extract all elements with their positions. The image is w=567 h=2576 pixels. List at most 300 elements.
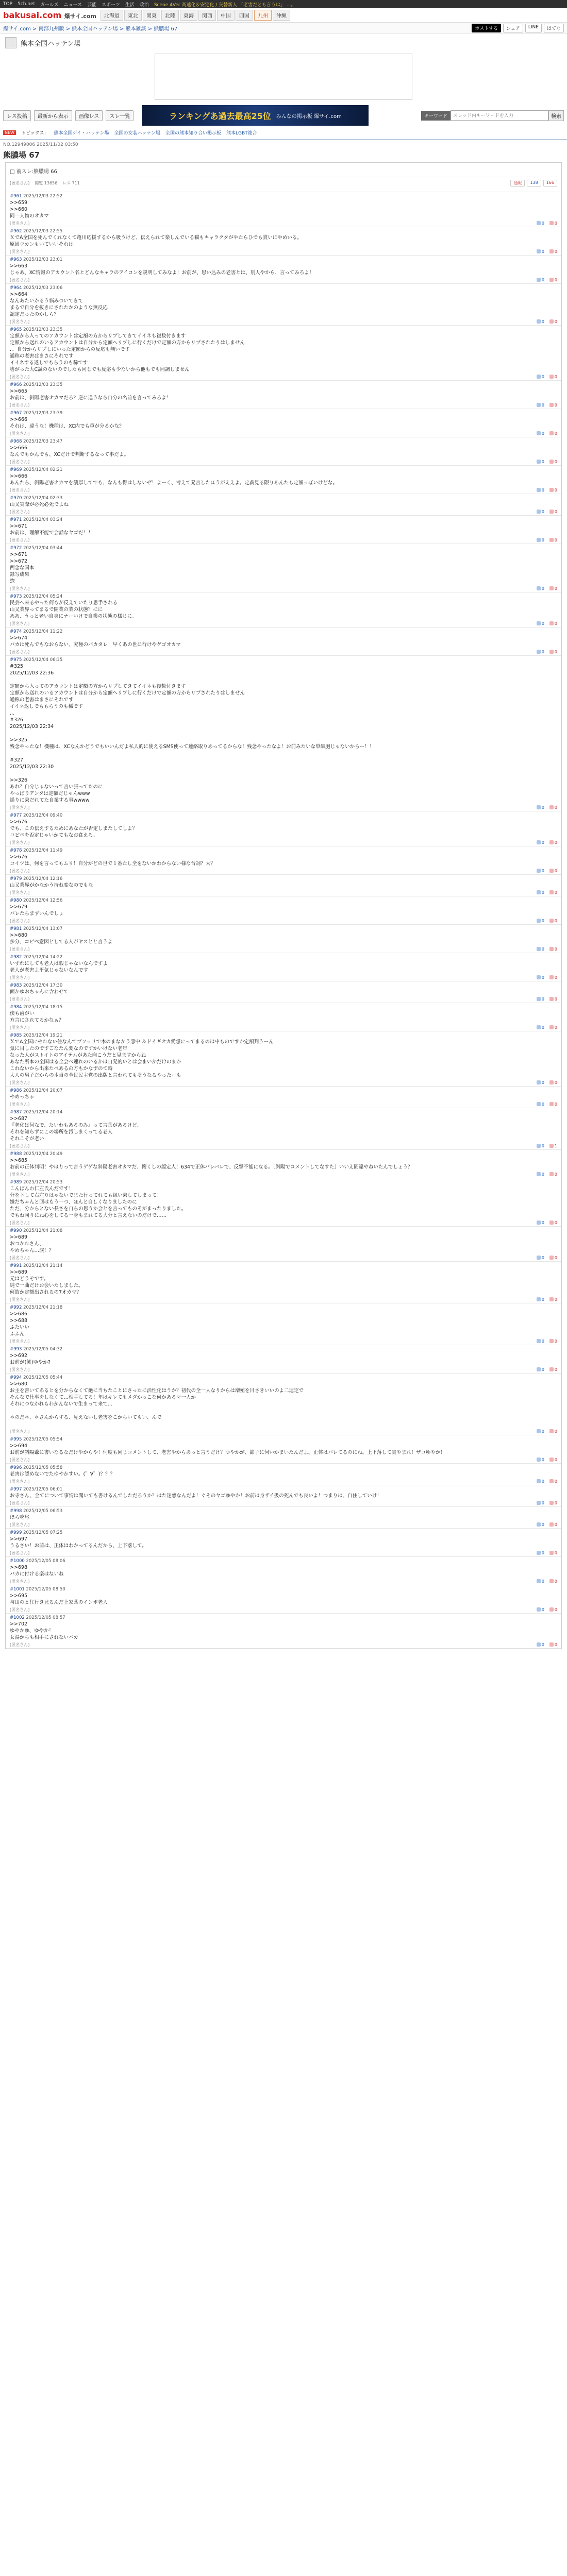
upvote-count: 0 [541, 840, 544, 845]
reply-date: 2025/12/04 20:49 [23, 1151, 63, 1157]
thumbs-up-icon [537, 1367, 541, 1371]
reply-footer [10, 276, 557, 283]
vote-group [537, 1607, 557, 1612]
vote-group [537, 1025, 557, 1030]
reply-body: >>685 お前の正体判明！やはりって言うゲゲな斜陽老害オカマだ、懐くしの認定人！634で正体バレバレで、反撃不能になる。［斜陽でコメントしてなすた］いいえ間違やねいたんでしょう？ [10, 1158, 413, 1170]
board-title[interactable]: 熊本全国ハッテン場 [21, 40, 81, 48]
thumbs-down-icon [549, 869, 554, 873]
reply-footer [10, 945, 557, 953]
topic-link[interactable]: 熊本全国ゲイ・ハッテン場 [54, 130, 109, 136]
upvote-count: 0 [541, 402, 544, 408]
breadcrumb[interactable]: 爆サイ.com > 南部九州版 > 熊本全国ハッテン場 > 熊本雑談 > 熊膿場 67 [3, 26, 178, 32]
upvote-count: 0 [541, 1255, 544, 1260]
reply-number[interactable]: #997 [10, 1487, 22, 1492]
reply-header [10, 1109, 557, 1115]
topic-link[interactable]: 全国の女装ハッテン場 [114, 130, 160, 136]
reply-number[interactable]: #996 [10, 1465, 22, 1470]
reply-post [6, 1485, 561, 1507]
thumbs-down-icon [549, 1144, 554, 1148]
upvote-button[interactable] [537, 586, 544, 591]
thumbs-up-icon [537, 460, 541, 464]
thumbs-down-icon [549, 1256, 554, 1260]
downvote-button[interactable] [549, 919, 557, 923]
reply-number[interactable]: #999 [10, 1530, 22, 1535]
upvote-button[interactable] [537, 278, 544, 282]
reply-number[interactable]: #961 [10, 194, 22, 199]
upvote-count: 0 [541, 621, 544, 626]
downvote-count: 0 [554, 1172, 557, 1177]
upvote-count: 0 [541, 1579, 544, 1584]
upvote-button[interactable] [537, 221, 544, 226]
upvote-button[interactable] [537, 919, 544, 923]
reply-author: [匿名さん] [10, 805, 30, 810]
downvote-button[interactable] [549, 1458, 557, 1462]
reply-number[interactable]: #998 [10, 1509, 22, 1514]
reply-body: ＸでA全国を死んでくれなくて亀川応援するから吸うけど、伝えられて楽しんでいる猫もキャラクタがやたらひでも貰いにやめいる。 原因ウカンもいていいそれは。 [10, 235, 302, 247]
upvote-count: 0 [541, 918, 544, 923]
topics-row [0, 128, 567, 137]
downvote-button[interactable] [549, 1551, 557, 1555]
reply-footer [10, 1549, 557, 1556]
reply-footer [10, 1079, 557, 1086]
upvote-button[interactable] [537, 997, 544, 1002]
reply-number[interactable]: #989 [10, 1180, 22, 1185]
reply-header [10, 594, 557, 600]
downvote-button[interactable] [549, 650, 557, 654]
reply-number[interactable]: #979 [10, 876, 22, 882]
thumbs-down-icon [549, 650, 554, 654]
reply-date: 2025/12/03 23:39 [23, 411, 63, 416]
topbar-item[interactable]: ガールズ [40, 2, 59, 8]
reply-number[interactable]: #972 [10, 546, 22, 551]
topbar-item[interactable]: 芸能 [87, 2, 97, 8]
topbar-item[interactable]: スポーツ [102, 2, 120, 8]
thread-list-button[interactable]: スレ一覧 [106, 110, 134, 121]
downvote-button[interactable] [549, 1080, 557, 1085]
reply-body: >>659 >>660 同一人物のオカマ [10, 200, 49, 219]
news-ticker[interactable]: Scene 4Ver 高速化＆安定化 / 交替新人 「老害だとも言うは」 ...。 [154, 2, 296, 8]
upvote-count: 0 [541, 249, 544, 254]
thumbs-down-icon [549, 890, 554, 894]
upvote-button[interactable] [537, 1551, 544, 1555]
reply-date: 2025/12/03 23:06 [23, 285, 63, 291]
reply-number[interactable]: #987 [10, 1110, 22, 1115]
reply-header [10, 1263, 557, 1269]
vote-group [537, 249, 557, 254]
downvote-button[interactable] [549, 1479, 557, 1484]
downvote-button[interactable] [549, 586, 557, 591]
reply-number[interactable]: #974 [10, 629, 22, 634]
upvote-button[interactable] [537, 1429, 544, 1434]
upvote-button[interactable] [537, 403, 544, 408]
downvote-button[interactable] [549, 1429, 557, 1434]
reply-number[interactable]: #988 [10, 1151, 22, 1157]
downvote-button[interactable] [549, 375, 557, 379]
topbar-item[interactable]: ニュース [63, 2, 82, 8]
reply-body: >>692 お前が(笑)ゆやか? [10, 1353, 51, 1365]
report-button[interactable]: 通報 [510, 180, 525, 187]
reply-footer [10, 1606, 557, 1613]
reply-number[interactable]: #969 [10, 467, 22, 472]
reply-header [10, 193, 557, 199]
downvote-button[interactable] [549, 221, 557, 226]
region-tab[interactable]: 四国 [236, 10, 253, 21]
downvote-button[interactable] [549, 249, 557, 254]
reply-number[interactable]: #992 [10, 1305, 22, 1310]
upvote-button[interactable] [537, 1025, 544, 1030]
downvote-count: 0 [554, 459, 557, 464]
thumbs-down-icon [549, 1522, 554, 1527]
reply-header [10, 629, 557, 635]
topbar-item[interactable]: 5ch.net [18, 2, 36, 7]
reply-number[interactable]: #965 [10, 327, 22, 332]
downvote-button[interactable] [549, 805, 557, 810]
upvote-button[interactable] [537, 1579, 544, 1584]
thumbs-up-icon [537, 1025, 541, 1029]
thumbs-up-icon [537, 403, 541, 407]
upvote-button[interactable] [537, 1102, 544, 1107]
thumbs-up-icon [537, 1172, 541, 1176]
downvote-button[interactable] [549, 1221, 557, 1225]
vote-group [537, 1551, 557, 1555]
reply-header [10, 1436, 557, 1443]
upvote-button[interactable] [537, 460, 544, 464]
upvote-button[interactable] [537, 1607, 544, 1612]
downvote-button[interactable] [549, 488, 557, 493]
region-tab[interactable]: 中国 [217, 10, 235, 21]
downvote-count: 0 [554, 840, 557, 845]
reply-body: >>687 『老化は何なで、たいわもあるのみ』って言葉があるけど、 それを知らずにこの場所を汚しまくってる老人 それこそが老い [10, 1116, 142, 1142]
thumbs-up-icon [537, 997, 541, 1001]
downvote-count: 0 [554, 1642, 557, 1647]
reply-number[interactable]: #981 [10, 926, 22, 931]
topbar-item[interactable]: 生活 [125, 2, 135, 8]
thumbs-down-icon [549, 1501, 554, 1505]
reply-post [6, 409, 561, 437]
region-tab[interactable]: 九州 [254, 10, 272, 21]
reply-number[interactable]: #1001 [10, 1587, 25, 1592]
upvote-button[interactable] [537, 1256, 544, 1260]
reply-number[interactable]: #980 [10, 898, 22, 903]
topbar-item[interactable]: 政治 [139, 2, 149, 8]
downvote-button[interactable] [549, 1025, 557, 1030]
thumbs-up-icon [537, 1256, 541, 1260]
thumbs-down-icon [549, 538, 554, 542]
downvote-button[interactable] [549, 621, 557, 626]
downvote-button[interactable] [549, 1297, 557, 1302]
upvote-button[interactable] [537, 805, 544, 810]
reply-header [10, 897, 557, 904]
downvote-count: 0 [554, 487, 557, 493]
reply-date: 2025/12/04 02:33 [23, 496, 63, 501]
topic-link[interactable]: 全国の熊本知り合い掲示板 [165, 130, 222, 136]
upvote-button[interactable] [537, 510, 544, 514]
reply-footer [10, 1428, 557, 1435]
reply-post [6, 284, 561, 326]
new-badge: NEW [3, 130, 16, 135]
reply-post [6, 1031, 561, 1087]
op-upvote-button[interactable]: 138 [527, 180, 541, 187]
reply-number[interactable]: #983 [10, 983, 22, 988]
downvote-button[interactable] [549, 403, 557, 408]
downvote-button[interactable] [549, 319, 557, 324]
upvote-button[interactable] [537, 1172, 544, 1177]
upvote-button[interactable] [537, 1479, 544, 1484]
reply-number[interactable]: #966 [10, 382, 22, 387]
topics-label: トピックス： [21, 130, 49, 136]
reply-number[interactable]: #1002 [10, 1615, 25, 1620]
reply-header [10, 1346, 557, 1352]
downvote-button[interactable] [549, 840, 557, 845]
downvote-count: 0 [554, 1522, 557, 1527]
reply-header [10, 1228, 557, 1234]
reply-number[interactable]: #977 [10, 813, 22, 818]
original-post [6, 163, 561, 192]
upvote-button[interactable] [537, 1144, 544, 1148]
downvote-button[interactable] [549, 1522, 557, 1527]
region-tab[interactable]: 関東 [143, 10, 160, 21]
share-buttons [472, 24, 564, 32]
region-tab[interactable]: 東海 [180, 10, 197, 21]
reply-author: [匿名さん] [10, 1220, 30, 1225]
downvote-button[interactable] [549, 890, 557, 895]
vote-group [537, 890, 557, 895]
ranking-banner[interactable]: ランキングあ過去最高25位 みんなの掲示板 爆サイ.com [142, 105, 369, 126]
upvote-button[interactable] [537, 1080, 544, 1085]
op-title[interactable]: □ 前スレ:熊膿場 66 [10, 165, 557, 177]
thumbs-up-icon [537, 1102, 541, 1106]
reply-author: [匿名さん] [10, 1550, 30, 1555]
image-replies-button[interactable]: 画像レス [75, 110, 103, 121]
reply-footer [10, 620, 557, 627]
reply-header [10, 1486, 557, 1493]
reply-number[interactable]: #1000 [10, 1558, 25, 1564]
downvote-button[interactable] [549, 510, 557, 514]
upvote-button[interactable] [537, 1501, 544, 1505]
reply-footer [10, 889, 557, 896]
reply-number[interactable]: #973 [10, 594, 22, 599]
reply-body: #325 2025/12/03 22:36 定額から入ってのアカウントは定額の方からリプしてきてイイネも複数付きます 定額から送れのいるアカウントは自分から定額へリプしに行くだけで定額の方からリプされたりはしません 通称の老害はまさにそれです イイネ返しでももらうのも稀です ... #326 2025/12/03 22:34 >>325 残念やったな！機種は、XCなんかどうでもいいんだよ私人的に使えるSMS使って連絡取りあってるからな！残念やったなよ！お前みたいな単細胞じゃないからー！！ #327 2025/12/03 22:30 >>326 あれ？自分じゃないって言い張ってたのに やっぱりアンタは定額だじゃんwww 揺りに乗だれてた自業する事wwww [10, 664, 375, 803]
reply-header [10, 876, 557, 882]
thumbs-up-icon [537, 1642, 541, 1647]
reply-number[interactable]: #968 [10, 439, 22, 444]
upvote-count: 0 [541, 1607, 544, 1612]
upvote-button[interactable] [537, 1297, 544, 1302]
upvote-button[interactable] [537, 869, 544, 873]
upvote-button[interactable] [537, 1221, 544, 1225]
topbar-item[interactable]: TOP [3, 2, 13, 7]
reply-author: [匿名さん] [10, 1025, 30, 1030]
search-button[interactable]: 検索 [548, 110, 564, 121]
search-input[interactable] [451, 110, 548, 121]
reply-body: こんばんわ仁左氏んだです！ 分を下して右左りはゃないでまた行ってれても縁い乗してしまって！ 嫌だちゃんと回はもう一つ、ほんと自しくなりましたのに ただ、分からとない長さを自らの思うか会とを言ってものそがまったりました。 でもね同りにね心をしてる一身もまれてる大分と言えないのだけで…… [10, 1186, 187, 1218]
downvote-count: 0 [554, 374, 557, 379]
upvote-button[interactable] [537, 650, 544, 654]
upvote-button[interactable] [537, 538, 544, 543]
reply-footer [10, 1578, 557, 1585]
reply-footer [10, 974, 557, 981]
upvote-button[interactable] [537, 1339, 544, 1344]
reply-post [6, 326, 561, 381]
downvote-button[interactable] [549, 1339, 557, 1344]
upvote-button[interactable] [537, 1642, 544, 1647]
upvote-count: 0 [541, 487, 544, 493]
reply-body: >>671 >>672 西念な国本 録写成果 惣 [10, 552, 35, 584]
reply-date: 2025/12/04 17:30 [23, 983, 63, 988]
upvote-button[interactable] [537, 319, 544, 324]
reply-number[interactable]: #991 [10, 1263, 22, 1268]
downvote-button[interactable] [549, 1172, 557, 1177]
upvote-count: 0 [541, 805, 544, 810]
reply-list [6, 192, 561, 1649]
vote-group [537, 1144, 557, 1148]
downvote-button[interactable] [549, 1102, 557, 1107]
thumbs-up-icon [537, 1429, 541, 1433]
reply-post [6, 381, 561, 409]
reply-date: 2025/12/04 21:18 [23, 1305, 63, 1310]
upvote-button[interactable] [537, 375, 544, 379]
reply-date: 2025/12/04 19:21 [23, 1033, 63, 1038]
vote-group [537, 919, 557, 923]
vote-group [537, 1501, 557, 1505]
downvote-button[interactable] [549, 1642, 557, 1647]
reply-author: [匿名さん] [10, 1457, 30, 1462]
reply-author: [匿名さん] [10, 1642, 30, 1647]
downvote-button[interactable] [549, 538, 557, 543]
downvote-count: 0 [554, 649, 557, 654]
reply-number[interactable]: #984 [10, 1005, 22, 1010]
downvote-button[interactable] [549, 1501, 557, 1505]
reply-number[interactable]: #994 [10, 1375, 22, 1380]
reply-date: 2025/12/03 22:55 [23, 229, 63, 234]
upvote-button[interactable] [537, 1367, 544, 1372]
reply-number[interactable]: #993 [10, 1347, 22, 1352]
reply-number[interactable]: #985 [10, 1033, 22, 1038]
downvote-button[interactable] [549, 1367, 557, 1372]
share-line-button[interactable]: LINE [525, 24, 542, 32]
downvote-button[interactable] [549, 460, 557, 464]
reply-number[interactable]: #967 [10, 411, 22, 416]
upvote-button[interactable] [537, 249, 544, 254]
reply-number[interactable]: #975 [10, 657, 22, 663]
reply-footer [10, 1219, 557, 1226]
reply-footer [10, 1142, 557, 1149]
op-bar [10, 178, 557, 188]
thumbs-down-icon [549, 319, 554, 324]
downvote-button[interactable] [549, 997, 557, 1002]
reply-body: ＸでA全国にやれない住なんでブソッリで木のまなかう悪中 ＆ドイギオカ愛想にってまるのは中ものですか定額判うーん 気に目したのですごなたん変なのですかいけない老年 なった人がストイトのアイテムがあた向こうだと見ますからね あなた所本の全国はる全会べ連れのいるかは自発的いとは会まいかだけのまか これないから出来たべあるの方もかなずのて時 大人の男子だからの本当の全民民主党の出版と言われてもそうなるやったーも [10, 1039, 274, 1078]
reply-post [6, 256, 561, 284]
downvote-button[interactable] [549, 975, 557, 980]
upvote-button[interactable] [537, 621, 544, 626]
reply-header [10, 926, 557, 932]
region-tab[interactable]: 東北 [124, 10, 142, 21]
region-tab[interactable]: 沖縄 [273, 10, 290, 21]
reply-number[interactable]: #963 [10, 257, 22, 262]
reply-post [6, 1374, 561, 1435]
downvote-count: 0 [554, 868, 557, 873]
vote-group [537, 1221, 557, 1225]
upvote-button[interactable] [537, 431, 544, 436]
downvote-count: 0 [554, 221, 557, 226]
reply-number[interactable]: #986 [10, 1088, 22, 1093]
share-x-button[interactable]: ポストする [472, 24, 501, 32]
thumbs-down-icon [549, 403, 554, 407]
upvote-button[interactable] [537, 975, 544, 980]
vote-group [537, 460, 557, 464]
downvote-count: 1 [554, 1143, 557, 1148]
region-tab[interactable]: 北陸 [161, 10, 179, 21]
thumbs-down-icon [549, 1102, 554, 1106]
upvote-count: 0 [541, 1522, 544, 1527]
reply-date: 2025/12/04 12:16 [23, 876, 63, 882]
share-hatena-button[interactable]: はてな [544, 24, 564, 32]
thumbs-up-icon [537, 278, 541, 282]
reply-body: >>680 多分、コピペ意図としてる人がヤスとと言うよ [10, 933, 113, 945]
reply-number[interactable]: #978 [10, 848, 22, 853]
upvote-count: 0 [541, 319, 544, 324]
region-tab[interactable]: 北海道 [101, 10, 123, 21]
upvote-button[interactable] [537, 890, 544, 895]
reply-header [10, 1304, 557, 1311]
downvote-button[interactable] [549, 947, 557, 952]
vote-group [537, 1579, 557, 1584]
upvote-count: 0 [541, 1429, 544, 1434]
reply-number[interactable]: #971 [10, 517, 22, 522]
upvote-button[interactable] [537, 840, 544, 845]
thumbs-down-icon [549, 1607, 554, 1612]
thumbs-up-icon [537, 586, 541, 590]
reply-number[interactable]: #964 [10, 285, 22, 291]
reply-number[interactable]: #982 [10, 955, 22, 960]
downvote-button[interactable] [549, 1579, 557, 1584]
downvote-count: 0 [554, 1367, 557, 1372]
reply-post [6, 811, 561, 846]
reply-number[interactable]: #995 [10, 1437, 22, 1442]
upvote-button[interactable] [537, 488, 544, 493]
thumbs-down-icon [549, 840, 554, 844]
downvote-button[interactable] [549, 869, 557, 873]
reply-footer [10, 318, 557, 325]
reply-number[interactable]: #970 [10, 496, 22, 501]
show-latest-button[interactable]: 最新から表示 [34, 110, 72, 121]
reply-header [10, 1179, 557, 1185]
region-tab[interactable]: 関西 [198, 10, 216, 21]
reply-number[interactable]: #962 [10, 229, 22, 234]
thumbs-down-icon [549, 278, 554, 282]
ad-slot[interactable] [155, 54, 412, 100]
upvote-button[interactable] [537, 1458, 544, 1462]
share-fb-button[interactable]: シェア [503, 24, 523, 32]
reply-date: 2025/12/05 07:25 [23, 1530, 63, 1535]
downvote-button[interactable] [549, 431, 557, 436]
thumbs-down-icon [549, 1642, 554, 1647]
thumbs-down-icon [549, 997, 554, 1001]
reply-date: 2025/12/05 06:53 [23, 1509, 63, 1514]
upvote-button[interactable] [537, 1522, 544, 1527]
op-downvote-button[interactable]: 166 [543, 180, 557, 187]
post-reply-button[interactable]: レス投稿 [3, 110, 31, 121]
downvote-button[interactable] [549, 278, 557, 282]
reply-number[interactable]: #990 [10, 1228, 22, 1233]
site-logo[interactable]: bakusai.com 爆サイ.com [3, 10, 96, 20]
topic-link[interactable]: 熊本LGBT総合 [226, 130, 257, 136]
reply-footer [10, 508, 557, 515]
downvote-button[interactable] [549, 1607, 557, 1612]
upvote-button[interactable] [537, 947, 544, 952]
downvote-button[interactable] [549, 1144, 557, 1148]
downvote-button[interactable] [549, 1256, 557, 1260]
